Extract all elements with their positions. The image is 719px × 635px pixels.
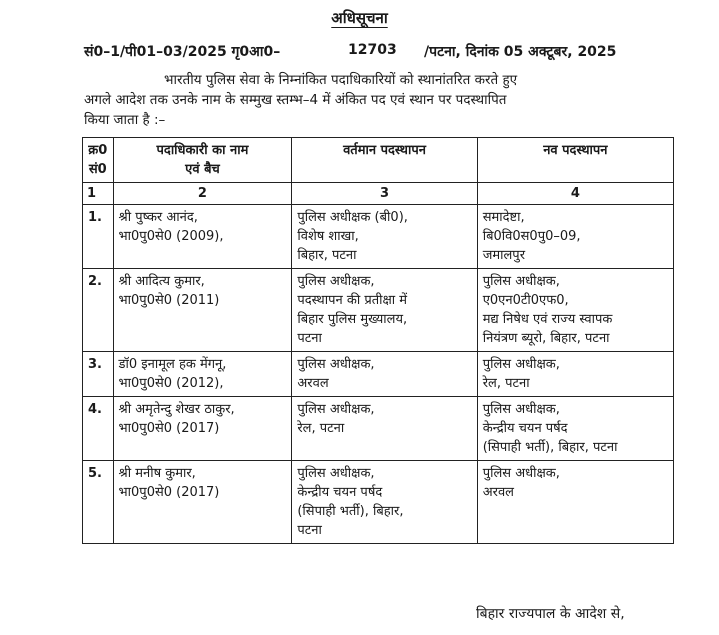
table-row xyxy=(83,352,674,397)
table-row xyxy=(83,397,674,461)
officer-name-cell: श्री आदित्य कुमार, भा0पु0से0 (2011) xyxy=(113,269,292,352)
table-header-row xyxy=(83,138,674,183)
serial-cell: 3. xyxy=(83,352,114,397)
place-and-date: /पटना, दिनांक 05 अक्टूबर, 2025 xyxy=(424,44,617,60)
new-posting-cell: पुलिस अधीक्षक, अरवल xyxy=(477,461,673,544)
intro-line: भारतीय पुलिस सेवा के निम्नांकित पदाधिकारियों को स्थानांतरित करते हुए xyxy=(164,72,518,88)
new-posting-cell: पुलिस अधीक्षक, केन्द्रीय चयन पर्षद (सिपाही भर्ती), बिहार, पटना xyxy=(477,397,673,461)
table-row xyxy=(83,269,674,352)
officer-name-cell: श्री मनीष कुमार, भा0पु0से0 (2017) xyxy=(113,461,292,544)
serial-cell: 4. xyxy=(83,397,114,461)
new-posting-cell: पुलिस अधीक्षक, रेल, पटना xyxy=(477,352,673,397)
header-new-posting: नव पदस्थापन xyxy=(477,138,673,183)
serial-cell: 1. xyxy=(83,205,114,269)
table-row xyxy=(83,461,674,544)
dispatch-number: 12703 xyxy=(348,42,397,58)
serial-cell: 5. xyxy=(83,461,114,544)
current-posting-cell: पुलिस अधीक्षक (बी0), विशेष शाखा, बिहार, पटना xyxy=(292,205,477,269)
reference-number: सं0–1/पी01–03/2025 गृ0आ0– xyxy=(84,44,281,60)
column-number: 2 xyxy=(113,183,292,205)
new-posting-cell: पुलिस अधीक्षक, ए0एन0टी0एफ0, मद्य निषेध एवं राज्य स्वापक नियंत्रण ब्यूरो, बिहार, पटना xyxy=(477,269,673,352)
column-number: 4 xyxy=(477,183,673,205)
column-number-row xyxy=(83,183,674,205)
officer-name-cell: डॉ0 इनामूल हक मेंगनू, भा0पु0से0 (2012), xyxy=(113,352,292,397)
new-posting-cell: समादेष्टा, बि0वि0स0पु0–09, जमालपुर xyxy=(477,205,673,269)
intro-paragraph xyxy=(84,70,689,130)
header-current-posting: वर्तमान पदस्थापन xyxy=(292,138,477,183)
document-title: अधिसूचना xyxy=(331,9,388,27)
intro-line: अगले आदेश तक उनके नाम के सम्मुख स्तम्भ–4 में अंकित पद एवं स्थान पर पदस्थापित xyxy=(84,92,507,108)
officer-name-cell: श्री अमृतेन्दु शेखर ठाकुर, भा0पु0से0 (2017) xyxy=(113,397,292,461)
intro-line: किया जाता है :– xyxy=(84,112,166,128)
signoff-text: बिहार राज्यपाल के आदेश से, xyxy=(476,606,625,622)
header-officer-name: पदाधिकारी का नाम एवं बैच xyxy=(113,138,292,183)
serial-cell: 2. xyxy=(83,269,114,352)
officer-name-cell: श्री पुष्कर आनंद, भा0पु0से0 (2009), xyxy=(113,205,292,269)
current-posting-cell: पुलिस अधीक्षक, केन्द्रीय चयन पर्षद (सिपाही भर्ती), बिहार, पटना xyxy=(292,461,477,544)
header-serial: क्र0 सं0 xyxy=(83,138,114,183)
current-posting-cell: पुलिस अधीक्षक, पदस्थापन की प्रतीक्षा में बिहार पुलिस मुख्यालय, पटना xyxy=(292,269,477,352)
transfer-table xyxy=(82,137,674,544)
current-posting-cell: पुलिस अधीक्षक, रेल, पटना xyxy=(292,397,477,461)
current-posting-cell: पुलिस अधीक्षक, अरवल xyxy=(292,352,477,397)
column-number: 3 xyxy=(292,183,477,205)
table-row xyxy=(83,205,674,269)
column-number: 1 xyxy=(83,183,114,205)
